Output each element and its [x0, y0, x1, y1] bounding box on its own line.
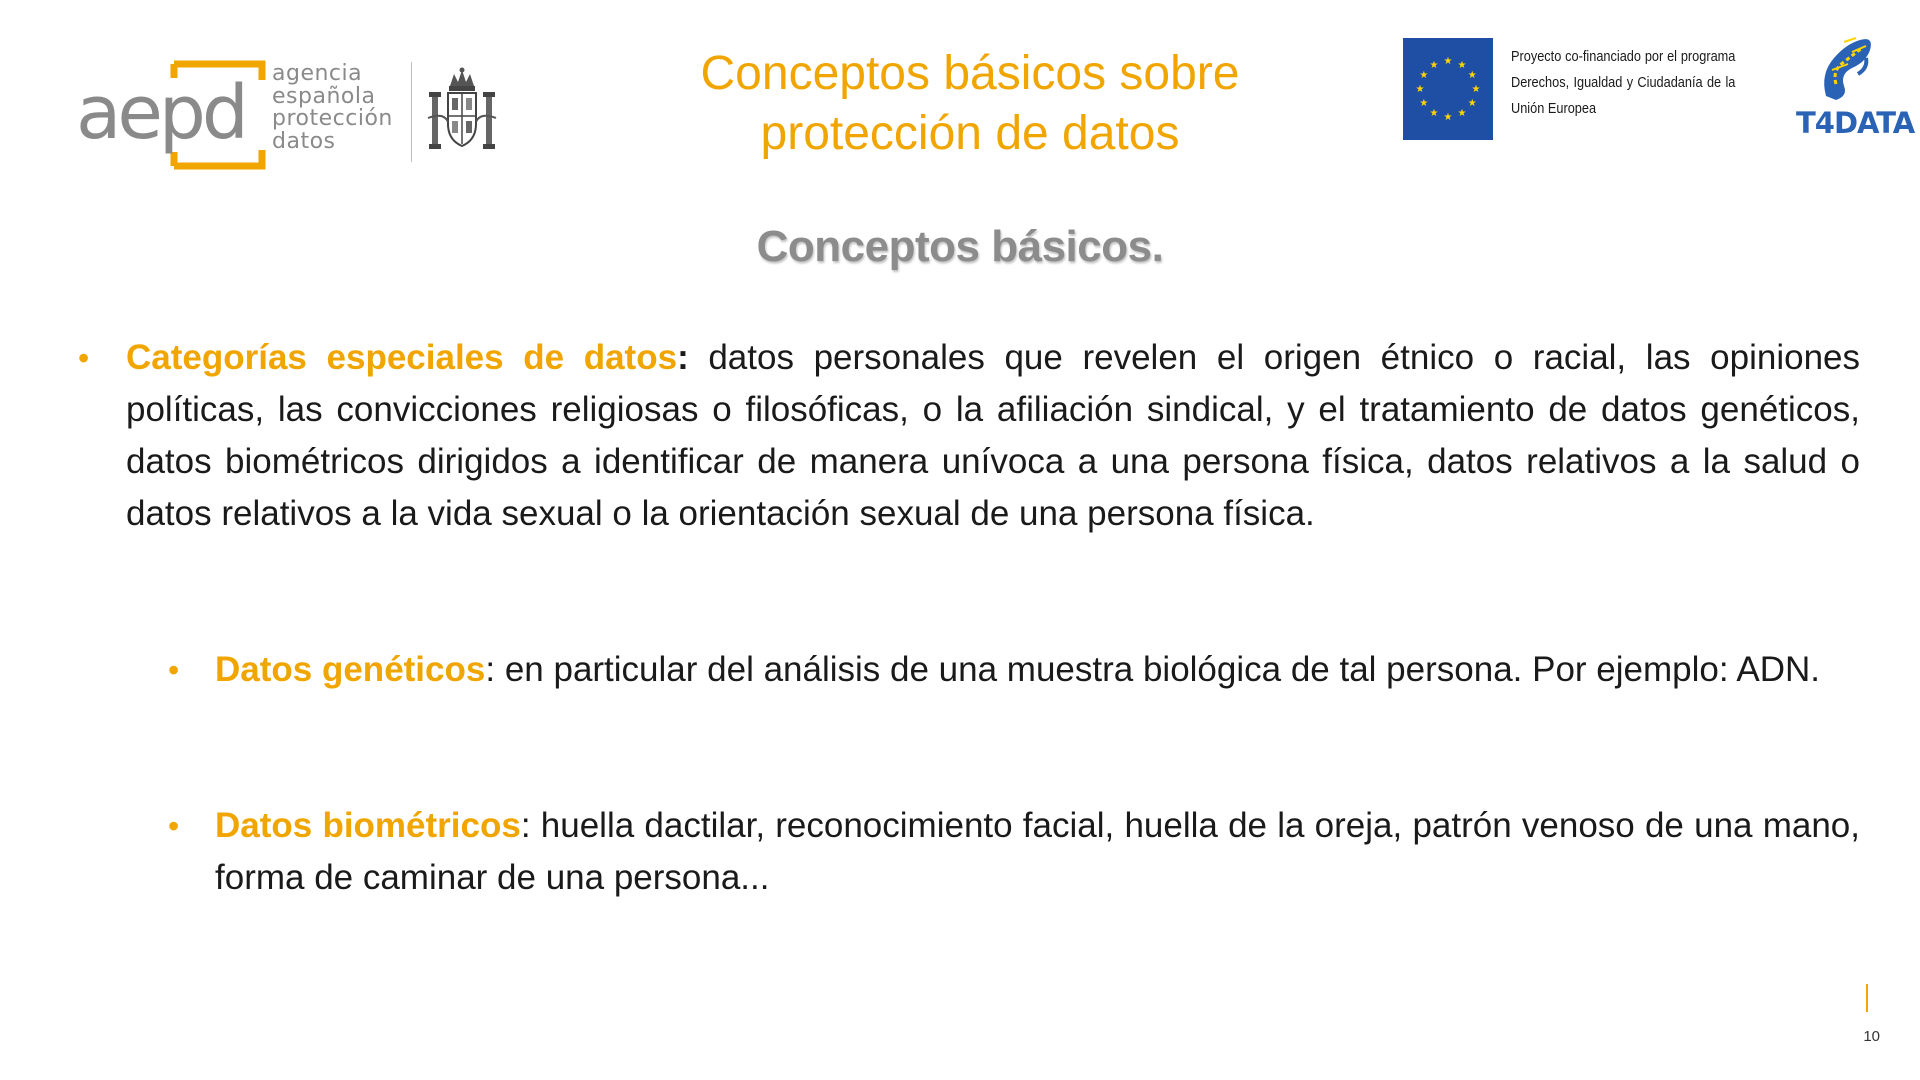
bullet-marker: • [168, 808, 180, 844]
eu-funding-text [1511, 44, 1735, 122]
logo-divider [411, 62, 412, 162]
eu-star-icon: ★ [1415, 84, 1425, 95]
bullet-term: Categorías especiales de datos [126, 338, 678, 377]
bullet-text: huella dactilar, reconocimiento facial, huella de la oreja, patrón venoso de una mano, forma de caminar de una persona... [215, 806, 1860, 897]
bullet-marker: • [168, 652, 180, 688]
eu-funding-line-1: Proyecto co-financiado por el programa [1511, 48, 1736, 65]
eu-star-icon: ★ [1429, 108, 1439, 120]
eu-star-icon: ★ [1467, 98, 1477, 109]
eu-star-icon: ★ [1471, 84, 1481, 95]
eu-funding-line-3: Unión Europea [1511, 100, 1597, 117]
eu-funding-line-2: Derechos, Igualdad y Ciudadanía de la [1511, 74, 1736, 91]
bullet-marker: • [78, 340, 90, 376]
t4data-logo-icon [1796, 34, 1900, 106]
bullet-text: en particular del análisis de una muestra biológica de tal persona. Por ejemplo: ADN. [495, 650, 1821, 689]
bullet-term: Datos genéticos [215, 650, 486, 689]
spanish-royal-crest-icon [424, 66, 500, 158]
eu-star-icon: ★ [1419, 70, 1429, 81]
eu-star-icon: ★ [1443, 56, 1453, 67]
bullet-text: datos personales que revelen el origen étnico o racial, las opiniones políticas, las convicciones religiosas o filosóficas, o la afiliación sindical, y el tratamiento de datos genéticos, datos biométricos dirigidos a identificar de manera unívoca a una persona física, datos relativos a la salud o datos relativos a la vida sexual o la orientación sexual de una persona física. [126, 338, 1861, 533]
eu-star-icon: ★ [1429, 59, 1439, 71]
eu-star-icon: ★ [1457, 108, 1467, 120]
aepd-line-4: datos [272, 128, 336, 154]
aepd-line-1: agencia [272, 61, 363, 86]
eu-star-icon: ★ [1443, 112, 1453, 123]
header-title-line-1: Conceptos básicos sobre [700, 47, 1240, 100]
section-title: Conceptos básicos. [756, 222, 1164, 271]
bullet-item-special-categories [126, 332, 1860, 540]
aepd-line-2: española [272, 83, 376, 109]
header-title [560, 44, 1380, 164]
bullet-item-biometric-data [215, 800, 1860, 904]
eu-star-icon: ★ [1467, 70, 1477, 81]
t4data-logo [1796, 34, 1915, 144]
t4data-label: T4DATA [1796, 106, 1915, 140]
aepd-logo [76, 60, 506, 170]
bullet-separator: : [485, 650, 496, 689]
aepd-wordmark-text: aepd [76, 70, 245, 156]
eu-star-icon: ★ [1457, 59, 1467, 71]
bullet-separator: : [520, 806, 531, 845]
eu-star-icon: ★ [1419, 98, 1429, 109]
aepd-wordmark-icon [76, 60, 272, 170]
page-number: 10 [1863, 1028, 1880, 1045]
bullet-separator: : [677, 338, 689, 377]
eu-flag-icon [1403, 38, 1493, 140]
aepd-line-3: protección [272, 106, 393, 131]
bullet-term: Datos biométricos [215, 806, 521, 845]
bullet-item-genetic-data [215, 644, 1860, 696]
footer-accent-bar [1866, 984, 1868, 1012]
header-title-line-2: protección de datos [760, 107, 1180, 160]
